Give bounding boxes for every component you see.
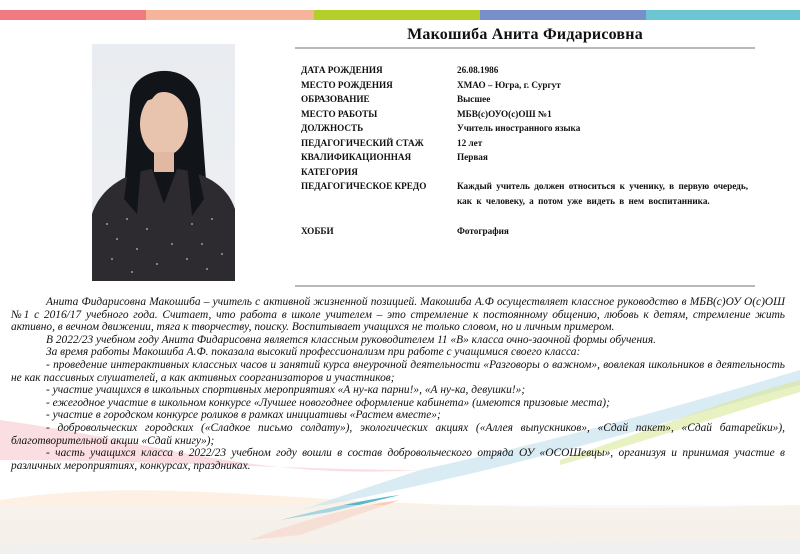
bio-paragraph: - ежегодное участие в школьном конкурсе «Лучшее новогоднее оформление кабинета» (имеются призовые места); (46, 396, 610, 409)
stripe-segment-blue (480, 10, 646, 20)
info-label: ХОББИ (301, 226, 334, 236)
info-value: Первая (457, 152, 488, 162)
info-row-position (301, 121, 753, 136)
info-label: ОБРАЗОВАНИЕ (301, 94, 370, 104)
title-divider (295, 47, 755, 49)
bio-paragraph: - участие в городском конкурсе роликов в рамках инициативы «Растем вместе»; (46, 409, 441, 422)
profile-info-table (301, 63, 753, 239)
stripe-segment-red (0, 10, 146, 20)
info-label: ДАТА РОЖДЕНИЯ (301, 65, 383, 75)
teacher-name-title: Макошиба Анита Фидарисовна (407, 26, 643, 43)
info-row-birth-place (301, 78, 753, 93)
info-value: 12 лет (457, 137, 483, 148)
info-value: Фотография (457, 226, 509, 236)
info-row-hobby (301, 224, 753, 239)
info-value: МБВ(с)ОУО(с)ОШ №1 (457, 108, 552, 119)
info-value: Каждый учитель должен относиться к ученику, в первую очередь, как к человеку, а потом уже видеть в нем воспитанника. (457, 181, 748, 206)
info-value: 26.08.1986 (457, 65, 499, 75)
info-bottom-divider (295, 285, 755, 287)
info-value: Высшее (457, 94, 491, 104)
bio-paragraph: Анита Фидарисовна Макошиба – учитель с активной жизненной позицией. Макошиба А.Ф осуществляет классное руководство в МБВ(с)ОУ О(с)ОШ №1 с 2016/17 учебного года. Считает, что работа в школе учителем – это стремление к постоянному общению, любовь к детям, стремление жить активно, в вечном движении, тяга к творчеству, поиску. Воспитывает учащихся не только словом, но и личным примером. (11, 296, 785, 334)
bio-paragraph: За время работы Макошиба А.Ф. показала высокий профессионализм при работе с учащимися своего класса: (46, 346, 581, 359)
info-value: ХМАО – Югра, г. Сургут (457, 79, 561, 90)
top-color-stripe (0, 10, 800, 20)
bio-paragraph: В 2022/23 учебном году Анита Фидарисовна является классным руководителем 11 «В» класса очно-заочной формы обучения. (46, 333, 656, 346)
info-row-credo (301, 179, 753, 209)
bio-paragraph: - добровольческих городских («Сладкое письмо солдату»), экологических акциях («Аллея выпускников», «Сдай пакет», «Сдай батарейки»), благотворительной акции «Сдай книгу»); (11, 421, 785, 447)
info-row-qualification (301, 150, 753, 179)
stripe-segment-peach (146, 10, 314, 20)
stripe-segment-green (314, 10, 480, 20)
teacher-photo (92, 44, 235, 281)
info-value: Учитель иностранного языка (457, 123, 581, 133)
info-row-birth-date (301, 63, 753, 78)
info-row-workplace (301, 107, 753, 122)
bio-paragraph: - участие учащихся в школьных спортивных мероприятиях «А ну-ка парни!», «А ну-ка, девушки!»; (46, 384, 526, 397)
bio-paragraph: - проведение интерактивных классных часов и занятий курса внеурочной деятельности «Разговоры о важном», вовлекая школьников в деятельность не как пассивных слушателей, а как активных соорганизаторов и участников; (11, 358, 785, 384)
info-row-education (301, 92, 753, 107)
info-label: ПЕДАГОГИЧЕСКИЙ СТАЖ (301, 137, 424, 148)
info-label: МЕСТО РОЖДЕНИЯ (301, 79, 393, 90)
info-label: МЕСТО РАБОТЫ (301, 108, 378, 119)
stripe-segment-cyan (646, 10, 800, 20)
info-label: ПЕДАГОГИЧЕСКОЕ КРЕДО (301, 181, 427, 191)
bio-paragraph: - часть учащихся класса в 2022/23 учебном году вошли в состав добровольческого отряда ОУ «ОСОШевцы», организуя и принимая участие в различных мероприятиях, конкурсах, праздниках. (11, 447, 785, 472)
info-label: ДОЛЖНОСТЬ (301, 123, 364, 133)
biography-text (11, 296, 785, 472)
info-row-experience (301, 136, 753, 151)
info-label: КВАЛИФИКАЦИОННАЯ КАТЕГОРИЯ (301, 152, 412, 177)
